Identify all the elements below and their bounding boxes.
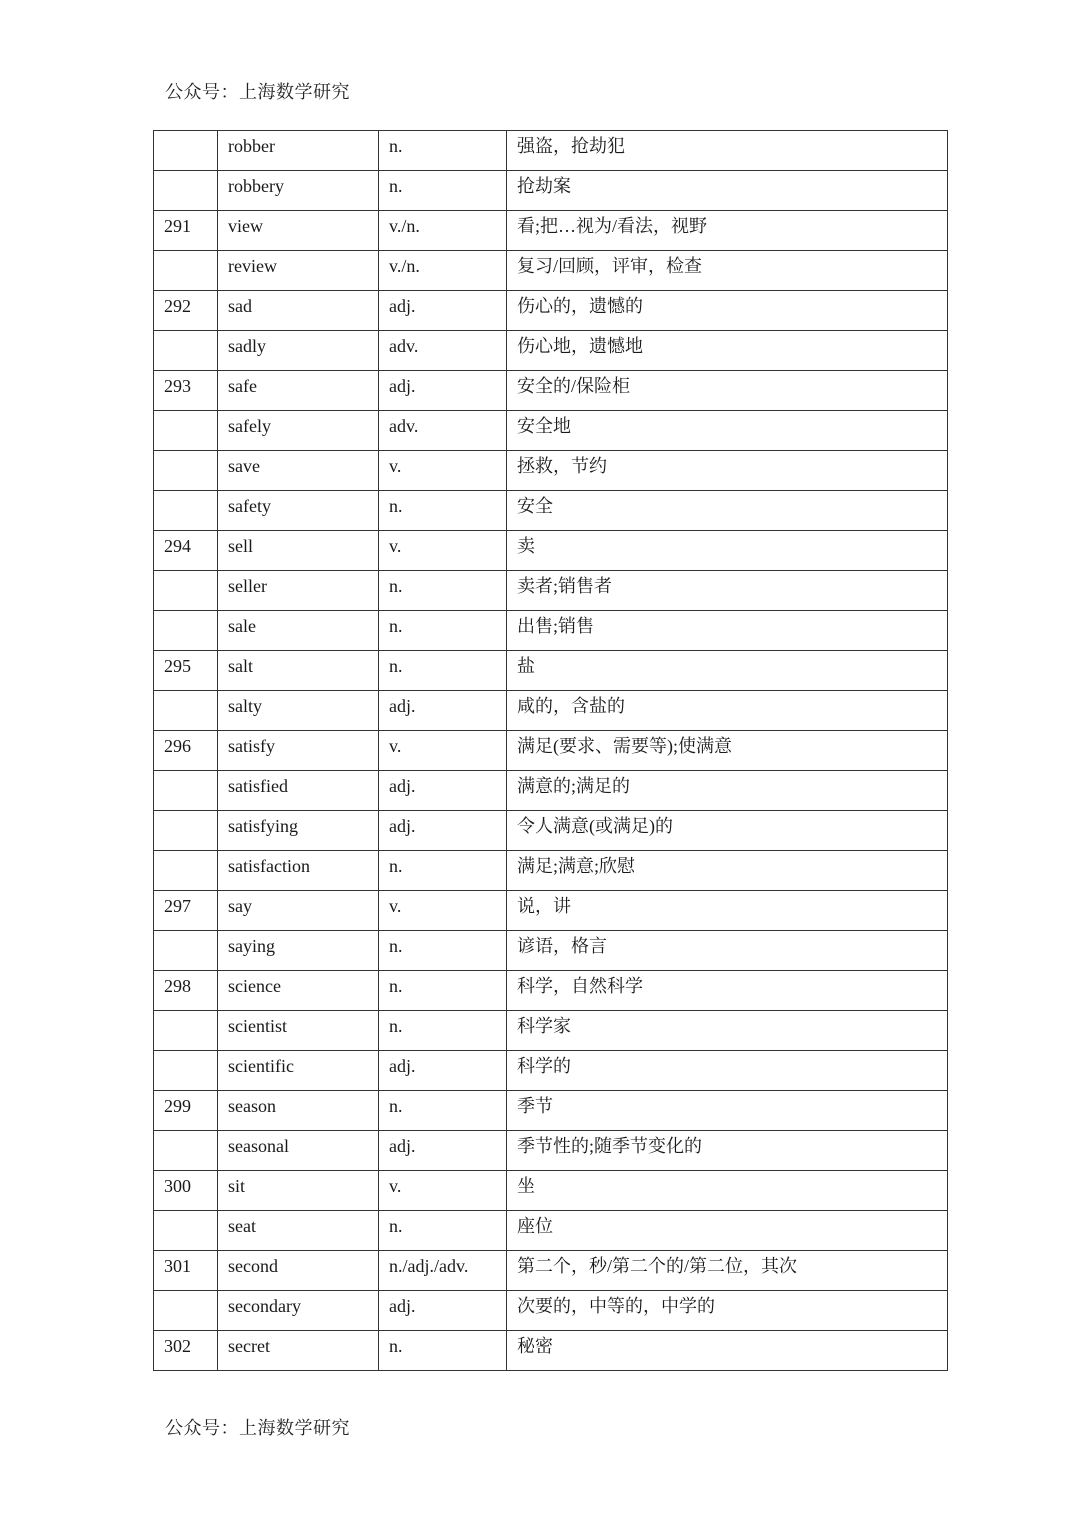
table-row <box>154 411 948 451</box>
part-of-speech-cell: n. <box>379 131 507 171</box>
definition-cell: 秘密 <box>507 1331 948 1371</box>
entry-number-cell: 295 <box>154 651 218 691</box>
entry-number-cell <box>154 571 218 611</box>
word-cell: satisfaction <box>218 851 379 891</box>
part-of-speech-cell: n. <box>379 1331 507 1371</box>
part-of-speech-cell: n. <box>379 1091 507 1131</box>
entry-number-cell <box>154 131 218 171</box>
definition-cell: 出售;销售 <box>507 611 948 651</box>
part-of-speech-cell: n. <box>379 1211 507 1251</box>
part-of-speech-cell: adj. <box>379 371 507 411</box>
entry-number-cell: 302 <box>154 1331 218 1371</box>
word-cell: secret <box>218 1331 379 1371</box>
table-row <box>154 651 948 691</box>
table-row <box>154 611 948 651</box>
entry-number-cell <box>154 451 218 491</box>
definition-cell: 安全地 <box>507 411 948 451</box>
part-of-speech-cell: n. <box>379 571 507 611</box>
table-row <box>154 531 948 571</box>
entry-number-cell: 291 <box>154 211 218 251</box>
part-of-speech-cell: v. <box>379 451 507 491</box>
table-row <box>154 691 948 731</box>
definition-cell: 咸的，含盐的 <box>507 691 948 731</box>
part-of-speech-cell: adv. <box>379 411 507 451</box>
definition-cell: 满足;满意;欣慰 <box>507 851 948 891</box>
entry-number-cell <box>154 1051 218 1091</box>
word-cell: review <box>218 251 379 291</box>
word-cell: sit <box>218 1171 379 1211</box>
word-cell: safely <box>218 411 379 451</box>
word-cell: season <box>218 1091 379 1131</box>
part-of-speech-cell: adj. <box>379 291 507 331</box>
word-cell: second <box>218 1251 379 1291</box>
table-row <box>154 131 948 171</box>
table-row <box>154 491 948 531</box>
table-row <box>154 571 948 611</box>
word-cell: safe <box>218 371 379 411</box>
entry-number-cell: 292 <box>154 291 218 331</box>
definition-cell: 科学，自然科学 <box>507 971 948 1011</box>
part-of-speech-cell: n. <box>379 1011 507 1051</box>
table-row <box>154 331 948 371</box>
word-cell: save <box>218 451 379 491</box>
word-cell: satisfy <box>218 731 379 771</box>
definition-cell: 第二个，秒/第二个的/第二位，其次 <box>507 1251 948 1291</box>
entry-number-cell: 296 <box>154 731 218 771</box>
entry-number-cell: 298 <box>154 971 218 1011</box>
table-row <box>154 731 948 771</box>
vocabulary-table <box>153 130 948 1371</box>
entry-number-cell <box>154 251 218 291</box>
table-row <box>154 371 948 411</box>
part-of-speech-cell: adj. <box>379 771 507 811</box>
definition-cell: 座位 <box>507 1211 948 1251</box>
part-of-speech-cell: n. <box>379 931 507 971</box>
definition-cell: 强盗，抢劫犯 <box>507 131 948 171</box>
entry-number-cell <box>154 1291 218 1331</box>
entry-number-cell <box>154 171 218 211</box>
entry-number-cell <box>154 851 218 891</box>
word-cell: say <box>218 891 379 931</box>
definition-cell: 科学家 <box>507 1011 948 1051</box>
definition-cell: 伤心的，遗憾的 <box>507 291 948 331</box>
word-cell: science <box>218 971 379 1011</box>
word-cell: seat <box>218 1211 379 1251</box>
table-row <box>154 291 948 331</box>
definition-cell: 盐 <box>507 651 948 691</box>
part-of-speech-cell: n. <box>379 851 507 891</box>
part-of-speech-cell: v. <box>379 731 507 771</box>
part-of-speech-cell: n. <box>379 611 507 651</box>
word-cell: scientific <box>218 1051 379 1091</box>
word-cell: robbery <box>218 171 379 211</box>
definition-cell: 季节 <box>507 1091 948 1131</box>
definition-cell: 安全的/保险柜 <box>507 371 948 411</box>
table-row <box>154 1211 948 1251</box>
entry-number-cell <box>154 1011 218 1051</box>
table-row <box>154 971 948 1011</box>
word-cell: sadly <box>218 331 379 371</box>
word-cell: view <box>218 211 379 251</box>
definition-cell: 季节性的;随季节变化的 <box>507 1131 948 1171</box>
definition-cell: 卖 <box>507 531 948 571</box>
word-cell: sell <box>218 531 379 571</box>
table-row <box>154 931 948 971</box>
entry-number-cell <box>154 931 218 971</box>
entry-number-cell: 301 <box>154 1251 218 1291</box>
entry-number-cell <box>154 491 218 531</box>
table-row <box>154 1251 948 1291</box>
word-cell: secondary <box>218 1291 379 1331</box>
word-cell: seasonal <box>218 1131 379 1171</box>
page-header: 公众号：上海数学研究 <box>165 82 350 102</box>
part-of-speech-cell: n. <box>379 971 507 1011</box>
table-row <box>154 1131 948 1171</box>
definition-cell: 科学的 <box>507 1051 948 1091</box>
entry-number-cell <box>154 411 218 451</box>
word-cell: sale <box>218 611 379 651</box>
word-cell: robber <box>218 131 379 171</box>
definition-cell: 抢劫案 <box>507 171 948 211</box>
word-cell: scientist <box>218 1011 379 1051</box>
page-footer: 公众号：上海数学研究 <box>165 1418 350 1438</box>
definition-cell: 拯救，节约 <box>507 451 948 491</box>
entry-number-cell <box>154 611 218 651</box>
table-row <box>154 851 948 891</box>
definition-cell: 说，讲 <box>507 891 948 931</box>
definition-cell: 满足(要求、需要等);使满意 <box>507 731 948 771</box>
part-of-speech-cell: n./adj./adv. <box>379 1251 507 1291</box>
table-row <box>154 211 948 251</box>
table-row <box>154 1291 948 1331</box>
word-cell: seller <box>218 571 379 611</box>
table-row <box>154 1331 948 1371</box>
entry-number-cell: 293 <box>154 371 218 411</box>
table-row <box>154 171 948 211</box>
word-cell: safety <box>218 491 379 531</box>
part-of-speech-cell: v. <box>379 891 507 931</box>
word-cell: salt <box>218 651 379 691</box>
part-of-speech-cell: adj. <box>379 1051 507 1091</box>
definition-cell: 安全 <box>507 491 948 531</box>
definition-cell: 满意的;满足的 <box>507 771 948 811</box>
entry-number-cell <box>154 1131 218 1171</box>
part-of-speech-cell: v. <box>379 1171 507 1211</box>
part-of-speech-cell: adv. <box>379 331 507 371</box>
entry-number-cell: 294 <box>154 531 218 571</box>
part-of-speech-cell: n. <box>379 171 507 211</box>
part-of-speech-cell: adj. <box>379 1131 507 1171</box>
part-of-speech-cell: v. <box>379 531 507 571</box>
entry-number-cell: 300 <box>154 1171 218 1211</box>
definition-cell: 次要的，中等的，中学的 <box>507 1291 948 1331</box>
word-cell: sad <box>218 291 379 331</box>
part-of-speech-cell: v./n. <box>379 251 507 291</box>
definition-cell: 谚语，格言 <box>507 931 948 971</box>
entry-number-cell <box>154 811 218 851</box>
part-of-speech-cell: adj. <box>379 691 507 731</box>
entry-number-cell <box>154 771 218 811</box>
table-row <box>154 1091 948 1131</box>
vocabulary-table-body <box>154 131 948 1371</box>
table-row <box>154 1011 948 1051</box>
word-cell: saying <box>218 931 379 971</box>
entry-number-cell <box>154 691 218 731</box>
entry-number-cell: 297 <box>154 891 218 931</box>
table-row <box>154 1051 948 1091</box>
table-row <box>154 451 948 491</box>
part-of-speech-cell: v./n. <box>379 211 507 251</box>
definition-cell: 令人满意(或满足)的 <box>507 811 948 851</box>
definition-cell: 复习/回顾，评审，检查 <box>507 251 948 291</box>
word-cell: satisfying <box>218 811 379 851</box>
table-row <box>154 771 948 811</box>
word-cell: satisfied <box>218 771 379 811</box>
definition-cell: 看;把…视为/看法，视野 <box>507 211 948 251</box>
word-cell: salty <box>218 691 379 731</box>
part-of-speech-cell: n. <box>379 651 507 691</box>
entry-number-cell <box>154 331 218 371</box>
table-row <box>154 891 948 931</box>
entry-number-cell <box>154 1211 218 1251</box>
part-of-speech-cell: n. <box>379 491 507 531</box>
definition-cell: 卖者;销售者 <box>507 571 948 611</box>
part-of-speech-cell: adj. <box>379 1291 507 1331</box>
table-row <box>154 811 948 851</box>
definition-cell: 坐 <box>507 1171 948 1211</box>
part-of-speech-cell: adj. <box>379 811 507 851</box>
entry-number-cell: 299 <box>154 1091 218 1131</box>
table-row <box>154 1171 948 1211</box>
definition-cell: 伤心地，遗憾地 <box>507 331 948 371</box>
table-row <box>154 251 948 291</box>
